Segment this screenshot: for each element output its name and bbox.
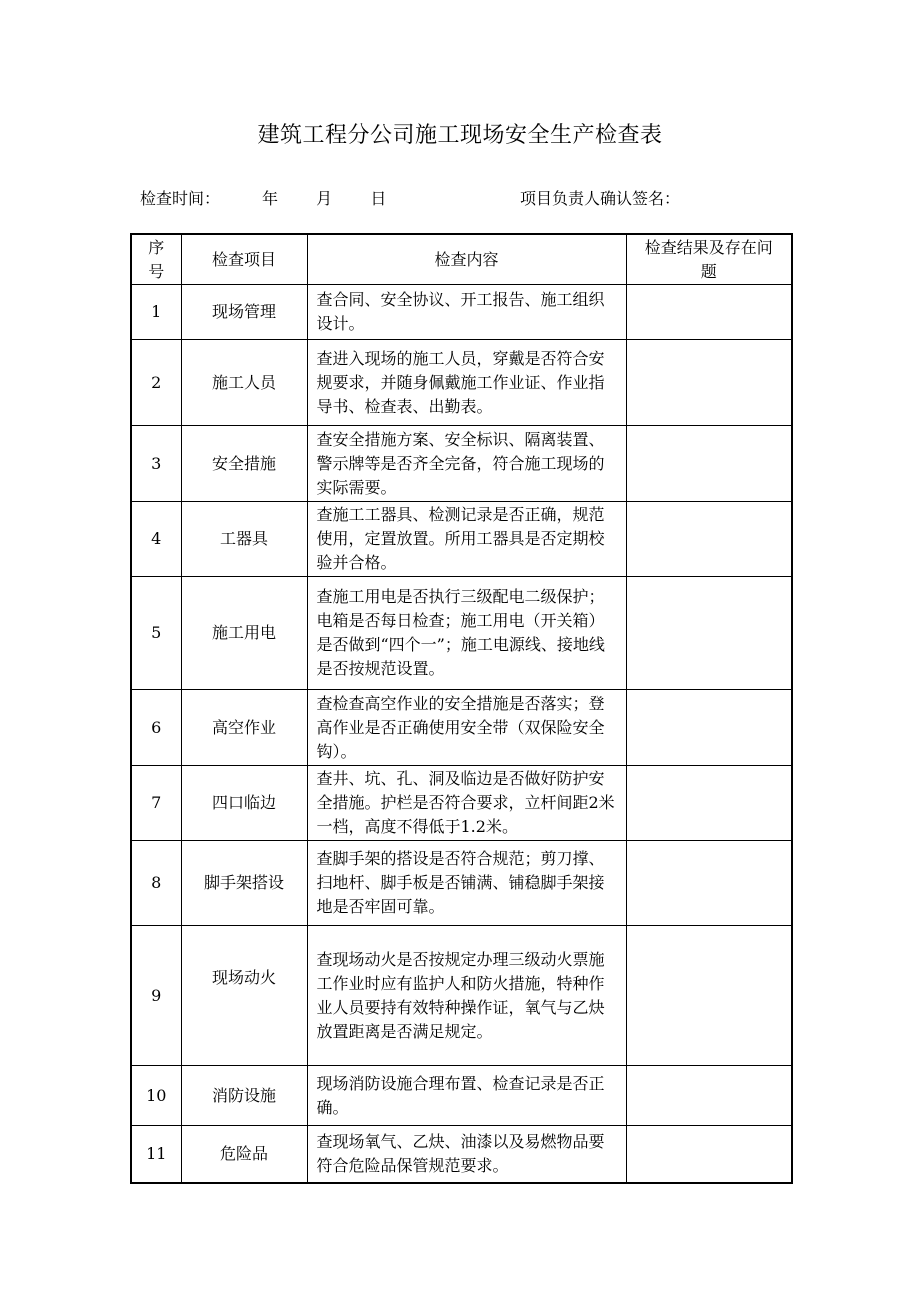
row-item: 工器具 xyxy=(181,502,307,577)
row-result[interactable] xyxy=(626,766,792,841)
row-content: 查井、坑、孔、洞及临边是否做好防护安全措施。护栏是否符合要求，立杆间距2米一档，高度不得低于1.2米。 xyxy=(307,766,626,841)
row-content: 查合同、安全协议、开工报告、施工组织设计。 xyxy=(307,285,626,340)
row-num: 7 xyxy=(131,766,181,841)
row-item: 危险品 xyxy=(181,1126,307,1183)
row-result[interactable] xyxy=(626,577,792,690)
table-row xyxy=(131,285,792,340)
table-row xyxy=(131,340,792,426)
table-row xyxy=(131,926,792,1066)
table-row xyxy=(131,1066,792,1126)
table-row xyxy=(131,577,792,690)
row-num: 5 xyxy=(131,577,181,690)
row-result[interactable] xyxy=(626,690,792,766)
row-content: 查进入现场的施工人员，穿戴是否符合安规要求，并随身佩戴施工作业证、作业指导书、检查表、出勤表。 xyxy=(307,340,626,426)
row-item: 现场管理 xyxy=(181,285,307,340)
row-result[interactable] xyxy=(626,502,792,577)
row-num: 1 xyxy=(131,285,181,340)
table-row xyxy=(131,502,792,577)
table-row xyxy=(131,841,792,926)
row-result[interactable] xyxy=(626,1066,792,1126)
page-title: 建筑工程分公司施工现场安全生产检查表 xyxy=(257,123,663,148)
header-content xyxy=(307,234,626,285)
row-num: 2 xyxy=(131,340,181,426)
check-time-label: 检查时间： xyxy=(140,189,221,208)
signature-label: 项目负责人确认签名： xyxy=(520,189,681,208)
row-result[interactable] xyxy=(626,841,792,926)
row-content: 查检查高空作业的安全措施是否落实；登高作业是否正确使用安全带（双保险安全钩）。 xyxy=(307,690,626,766)
row-item: 四口临边 xyxy=(181,766,307,841)
table-row xyxy=(131,426,792,502)
row-num: 4 xyxy=(131,502,181,577)
row-item: 高空作业 xyxy=(181,690,307,766)
row-num: 9 xyxy=(131,926,181,1066)
row-num: 6 xyxy=(131,690,181,766)
header-item xyxy=(181,234,307,285)
row-content: 查现场动火是否按规定办理三级动火票施工作业时应有监护人和防火措施，特种作业人员要持有效特种操作证，氧气与乙炔放置距离是否满足规定。 xyxy=(307,926,626,1066)
header-result-label: 检查结果及存在问题 xyxy=(644,237,773,281)
row-item: 施工人员 xyxy=(181,340,307,426)
table-row xyxy=(131,690,792,766)
row-result[interactable] xyxy=(626,1126,792,1183)
row-item: 安全措施 xyxy=(181,426,307,502)
row-content: 查现场氧气、乙炔、油漆以及易燃物品要符合危险品保管规范要求。 xyxy=(307,1126,626,1183)
table-header-row xyxy=(131,234,792,285)
row-result[interactable] xyxy=(626,340,792,426)
header-item-label: 检查项目 xyxy=(211,249,276,269)
row-content: 现场消防设施合理布置、检查记录是否正确。 xyxy=(307,1066,626,1126)
table-row xyxy=(131,1126,792,1183)
row-item: 现场动火 xyxy=(181,926,307,1066)
row-num: 10 xyxy=(131,1066,181,1126)
header-num-label: 序号 xyxy=(148,237,165,281)
row-content: 查施工用电是否执行三级配电二级保护；电箱是否每日检查；施工用电（开关箱）是否做到“四个一”；施工电源线、接地线是否按规范设置。 xyxy=(307,577,626,690)
row-result[interactable] xyxy=(626,926,792,1066)
row-num: 3 xyxy=(131,426,181,502)
row-result[interactable] xyxy=(626,285,792,340)
row-item: 消防设施 xyxy=(181,1066,307,1126)
row-content: 查施工工器具、检测记录是否正确，规范使用，定置放置。所用工器具是否定期校验并合格。 xyxy=(307,502,626,577)
row-content: 查脚手架的搭设是否符合规范；剪刀撑、扫地杆、脚手板是否铺满、铺稳脚手架接地是否牢固可靠。 xyxy=(307,841,626,926)
row-num: 8 xyxy=(131,841,181,926)
row-content: 查安全措施方案、安全标识、隔离装置、警示牌等是否齐全完备，符合施工现场的实际需要。 xyxy=(307,426,626,502)
row-item: 施工用电 xyxy=(181,577,307,690)
inspection-table xyxy=(130,233,793,1184)
row-item: 脚手架搭设 xyxy=(181,841,307,926)
row-result[interactable] xyxy=(626,426,792,502)
table-row xyxy=(131,766,792,841)
header-result xyxy=(626,234,792,285)
header-num xyxy=(131,234,181,285)
header-content-label: 检查内容 xyxy=(434,249,499,269)
check-date-fields: 年 月 日 xyxy=(262,189,387,208)
row-num: 11 xyxy=(131,1126,181,1183)
